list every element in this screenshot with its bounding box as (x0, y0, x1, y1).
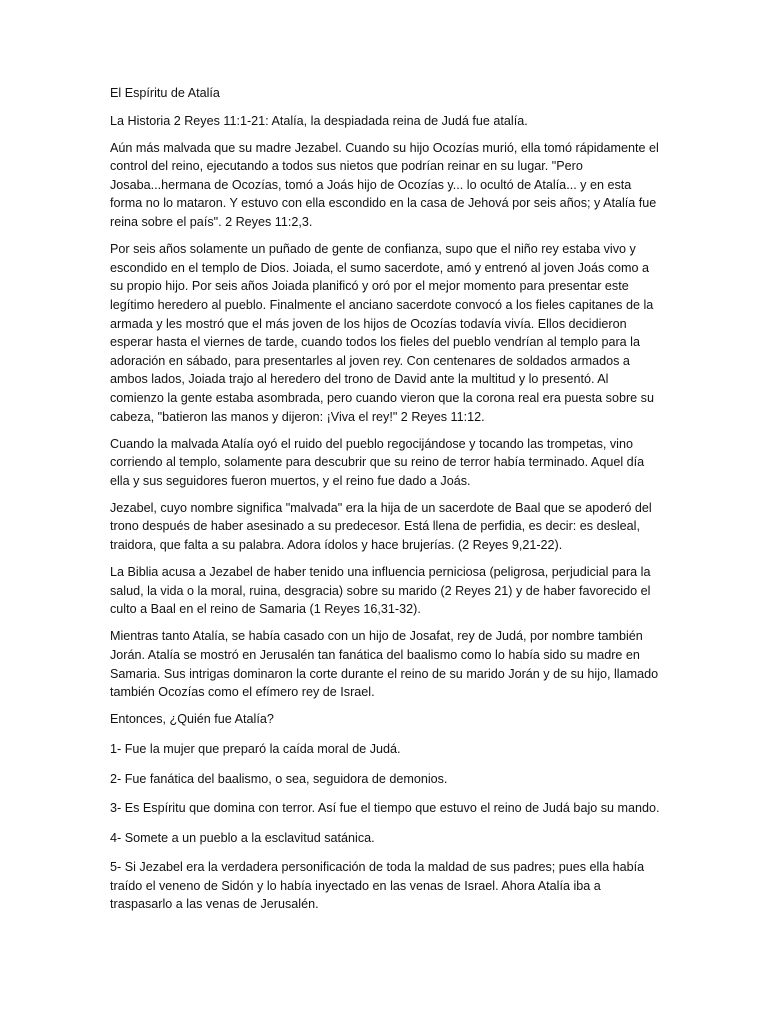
paragraph: Cuando la malvada Atalía oyó el ruido del pueblo regocijándose y tocando las trompetas, vino corriendo al templo, solamente para descubrir que su reino de terror había terminado. Aquel día ella y sus seguidores fueron muertos, y el reino fue dado a Joás. (110, 436, 645, 488)
paragraph: Aún más malvada que su madre Jezabel. Cuando su hijo Ocozías murió, ella tomó rápidamente el control del reino, ejecutando a todos sus nietos que podrían reinar en su lugar. "Pero Josaba...hermana de Ocozías, tomó a Joás hijo de Ocozías y... lo ocultó de Atalía... y en esta forma no lo mataron. Y estuvo con ella escondido en la casa de Jehová por seis años; y Atalía fue reina sobre el país". 2 Reyes 11:2,3. (110, 140, 659, 230)
list-item: 1- Fue la mujer que preparó la caída moral de Judá. (110, 741, 401, 756)
document-page (110, 84, 660, 925)
list-item: 3- Es Espíritu que domina con terror. Así fue el tiempo que estuvo el reino de Judá bajo su mando. (110, 801, 660, 816)
paragraph: Por seis años solamente un puñado de gente de confianza, supo que el niño rey estaba vivo y escondido en el templo de Dios. Joiada, el sumo sacerdote, amó y entrenó al joven Joás como a su propio hijo. Por seis años Joiada planificó y oró por el mejor momento para presentar este legítimo heredero al pueblo. Finalmente el anciano sacerdote convocó a los fieles capitanes de la armada y les mostró que el más joven de los hijos de Ocozías todavía vivía. Ellos decidieron esperar hasta el viernes de tarde, cuando todos los fieles del pueblo vendrían al templo para la adoración en sábado, para presentarles al joven rey. Con centenares de soldados armados a ambos lados, Joiada trajo al heredero del trono de David ante la multitud y lo presentó. Al comienzo la gente estaba asombrada, pero cuando vieron que la corona real era puesta sobre su cabeza, "batieron las manos y dijeron: ¡Viva el rey!" 2 Reyes 11:12. (110, 242, 654, 424)
paragraph: La Biblia acusa a Jezabel de haber tenido una influencia perniciosa (peligrosa, perjudicial para la salud, la vida o la moral, ruina, desgracia) sobre su marido (2 Reyes 21) y de haber favorecido el culto a Baal en el reino de Samaria (1 Reyes 16,31-32). (110, 565, 651, 617)
list-item: 4- Somete a un pueblo a la esclavitud satánica. (110, 830, 375, 845)
paragraph-intro: La Historia 2 Reyes 11:1-21: Atalía, la despiadada reina de Judá fue atalía. (110, 113, 528, 128)
document-title: El Espíritu de Atalía (110, 86, 220, 100)
question-heading: Entonces, ¿Quién fue Atalía? (110, 712, 274, 727)
list-item: 2- Fue fanática del baalismo, o sea, seguidora de demonios. (110, 771, 448, 786)
paragraph: Mientras tanto Atalía, se había casado con un hijo de Josafat, rey de Judá, por nombre también Jorán. Atalía se mostró en Jerusalén tan fanática del baalismo como lo había sido su madre en Samaria. Sus intrigas dominaron la corte durante el reino de su marido Jorán y de su hijo, llamado también Ocozías como el efímero rey de Israel. (110, 629, 659, 700)
list-item: 5- Si Jezabel era la verdadera personificación de toda la maldad de sus padres; pues ella había traído el veneno de Sidón y lo había inyectado en las venas de Israel. Ahora Atalía iba a traspasarlo a las venas de Jerusalén. (110, 860, 645, 912)
paragraph: Jezabel, cuyo nombre significa "malvada" era la hija de un sacerdote de Baal que se apoderó del trono después de haber asesinado a su predecesor. Está llena de perfidia, es decir: es desleal, traidora, que falta a su palabra. Adora ídolos y hace brujerías. (2 Reyes 9,21-22). (110, 500, 652, 553)
